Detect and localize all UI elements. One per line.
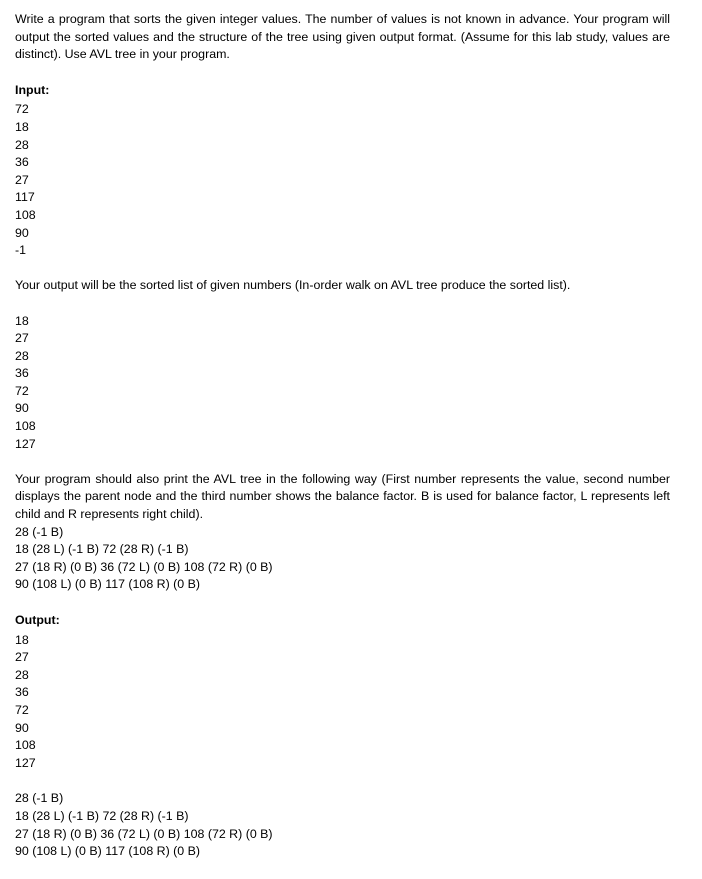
- input-values-list: [15, 101, 670, 259]
- sorted-value: 27: [15, 331, 29, 346]
- input-heading: Input:: [15, 82, 50, 97]
- output-values-list: [15, 632, 670, 773]
- spacer: [15, 453, 670, 471]
- input-value: 108: [15, 207, 36, 222]
- sorted-value: 72: [15, 383, 29, 398]
- input-value: 72: [15, 102, 29, 117]
- sorted-values-list: [15, 313, 670, 454]
- input-value: 18: [15, 119, 29, 134]
- sorted-value: 36: [15, 366, 29, 381]
- output-value: 27: [15, 650, 29, 665]
- output-tree-line: 18 (28 L) (-1 B) 72 (28 R) (-1 B): [15, 808, 189, 823]
- spacer: [15, 295, 670, 313]
- output-value: 90: [15, 720, 29, 735]
- tree-line: 28 (-1 B): [15, 524, 64, 539]
- input-value: 28: [15, 137, 29, 152]
- tree-line: 90 (108 L) (0 B) 117 (108 R) (0 B): [15, 577, 201, 592]
- input-value: 117: [15, 190, 35, 205]
- input-value: -1: [15, 243, 27, 258]
- output-tree-line: 28 (-1 B): [15, 791, 64, 806]
- tree-example: [15, 524, 670, 594]
- input-value: 27: [15, 172, 29, 187]
- output-heading: Output:: [15, 613, 60, 627]
- sorted-value: 90: [15, 401, 29, 416]
- spacer: [15, 64, 670, 82]
- tree-description: Your program should also print the AVL tree in the following way (First number represents the value, second number displays the parent node and the third number shows the balance factor. B is used for balance factor, L represents left child and R represents right child).: [15, 471, 670, 522]
- sorted-value: 127: [15, 436, 36, 451]
- document-body: [15, 11, 670, 861]
- input-value: 90: [15, 225, 29, 240]
- tree-line: 27 (18 R) (0 B) 36 (72 L) (0 B) 108 (72 R) (0 B): [15, 559, 273, 574]
- tree-line: 18 (28 L) (-1 B) 72 (28 R) (-1 B): [15, 542, 189, 557]
- output-value: 127: [15, 755, 36, 770]
- spacer: [15, 260, 670, 278]
- output-value: 28: [15, 667, 29, 682]
- output-value: 72: [15, 702, 29, 717]
- output-value: 36: [15, 685, 29, 700]
- sorted-description: Your output will be the sorted list of given numbers (In-order walk on AVL tree produce the sorted list).: [15, 278, 571, 293]
- input-value: 36: [15, 155, 29, 170]
- output-value: 18: [15, 632, 29, 647]
- sorted-value: 108: [15, 419, 36, 434]
- output-tree: [15, 790, 670, 860]
- spacer: [15, 594, 670, 612]
- output-value: 108: [15, 738, 36, 753]
- sorted-value: 18: [15, 313, 29, 328]
- intro-paragraph: Write a program that sorts the given integer values. The number of values is not known in advance. Your program will output the sorted values and the structure of the tree using given output format. (Assume for this lab study, values are distinct). Use AVL tree in your program.: [15, 12, 670, 62]
- spacer: [15, 772, 670, 790]
- output-tree-line: 27 (18 R) (0 B) 36 (72 L) (0 B) 108 (72 R) (0 B): [15, 826, 273, 841]
- sorted-value: 28: [15, 348, 29, 363]
- output-tree-line: 90 (108 L) (0 B) 117 (108 R) (0 B): [15, 844, 201, 859]
